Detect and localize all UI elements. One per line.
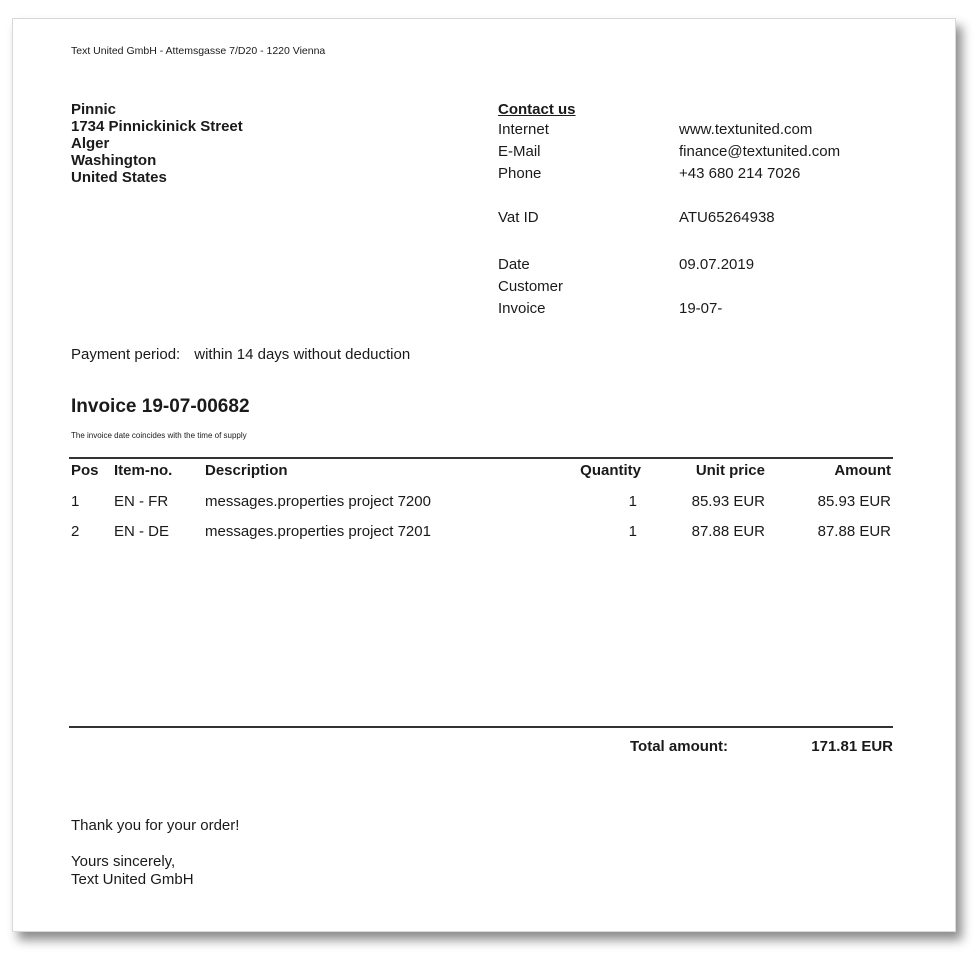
email-label: E-Mail <box>498 143 541 160</box>
recipient-country: United States <box>71 169 167 186</box>
table-top-rule <box>69 457 893 459</box>
closing-regards: Yours sincerely, <box>71 853 176 870</box>
recipient-city: Alger <box>71 135 110 152</box>
payment-period <box>71 346 410 363</box>
email-value: finance@textunited.com <box>679 143 841 160</box>
recipient-street: 1734 Pinnickinick Street <box>71 118 243 135</box>
invoice-title: Invoice 19-07-00682 <box>71 396 250 417</box>
vat-value: ATU65264938 <box>679 209 775 226</box>
recipient-address <box>71 101 243 186</box>
thank-you-text: Thank you for your order! <box>71 817 240 834</box>
invoice-label: Invoice <box>498 300 546 317</box>
date-value: 09.07.2019 <box>679 256 755 273</box>
cell-amount: 87.88 EUR <box>817 523 891 540</box>
invoice-page <box>12 18 956 932</box>
cell-unit-price: 85.93 EUR <box>691 493 765 510</box>
cell-item: EN - FR <box>114 493 169 510</box>
cell-description: messages.properties project 7201 <box>205 523 431 540</box>
contact-heading: Contact us <box>498 101 576 118</box>
total-label: Total amount: <box>630 738 729 755</box>
cell-item: EN - DE <box>114 523 170 540</box>
supply-note: The invoice date coincides with the time of supply <box>71 431 247 440</box>
total-value: 171.81 EUR <box>811 738 893 755</box>
col-header-amount: Amount <box>834 462 891 479</box>
col-header-quantity: Quantity <box>580 462 641 479</box>
customer-label: Customer <box>498 278 564 295</box>
payment-period-label: Payment period: <box>71 346 181 363</box>
payment-period-value: within 14 days without deduction <box>194 346 411 363</box>
cell-quantity: 1 <box>628 493 637 510</box>
col-header-pos: Pos <box>71 462 99 479</box>
col-header-unit-price: Unit price <box>695 462 765 479</box>
internet-value: www.textunited.com <box>679 121 813 138</box>
cell-pos: 2 <box>71 523 80 540</box>
sender-address-line: Text United GmbH - Attemsgasse 7/D20 - 1220 Vienna <box>71 45 326 57</box>
closing-company: Text United GmbH <box>71 871 194 888</box>
cell-quantity: 1 <box>628 523 637 540</box>
date-label: Date <box>498 256 530 273</box>
cell-pos: 1 <box>71 493 80 510</box>
cell-unit-price: 87.88 EUR <box>691 523 765 540</box>
phone-value: +43 680 214 7026 <box>679 165 801 182</box>
col-header-item: Item-no. <box>114 462 173 479</box>
table-bottom-rule <box>69 726 893 728</box>
vat-label: Vat ID <box>498 209 539 226</box>
cell-description: messages.properties project 7200 <box>205 493 431 510</box>
col-header-description: Description <box>205 462 288 479</box>
recipient-state: Washington <box>71 152 157 169</box>
recipient-name: Pinnic <box>71 101 117 118</box>
cell-amount: 85.93 EUR <box>817 493 891 510</box>
internet-label: Internet <box>498 121 549 138</box>
invoice-value: 19-07- <box>679 300 723 317</box>
phone-label: Phone <box>498 165 542 182</box>
